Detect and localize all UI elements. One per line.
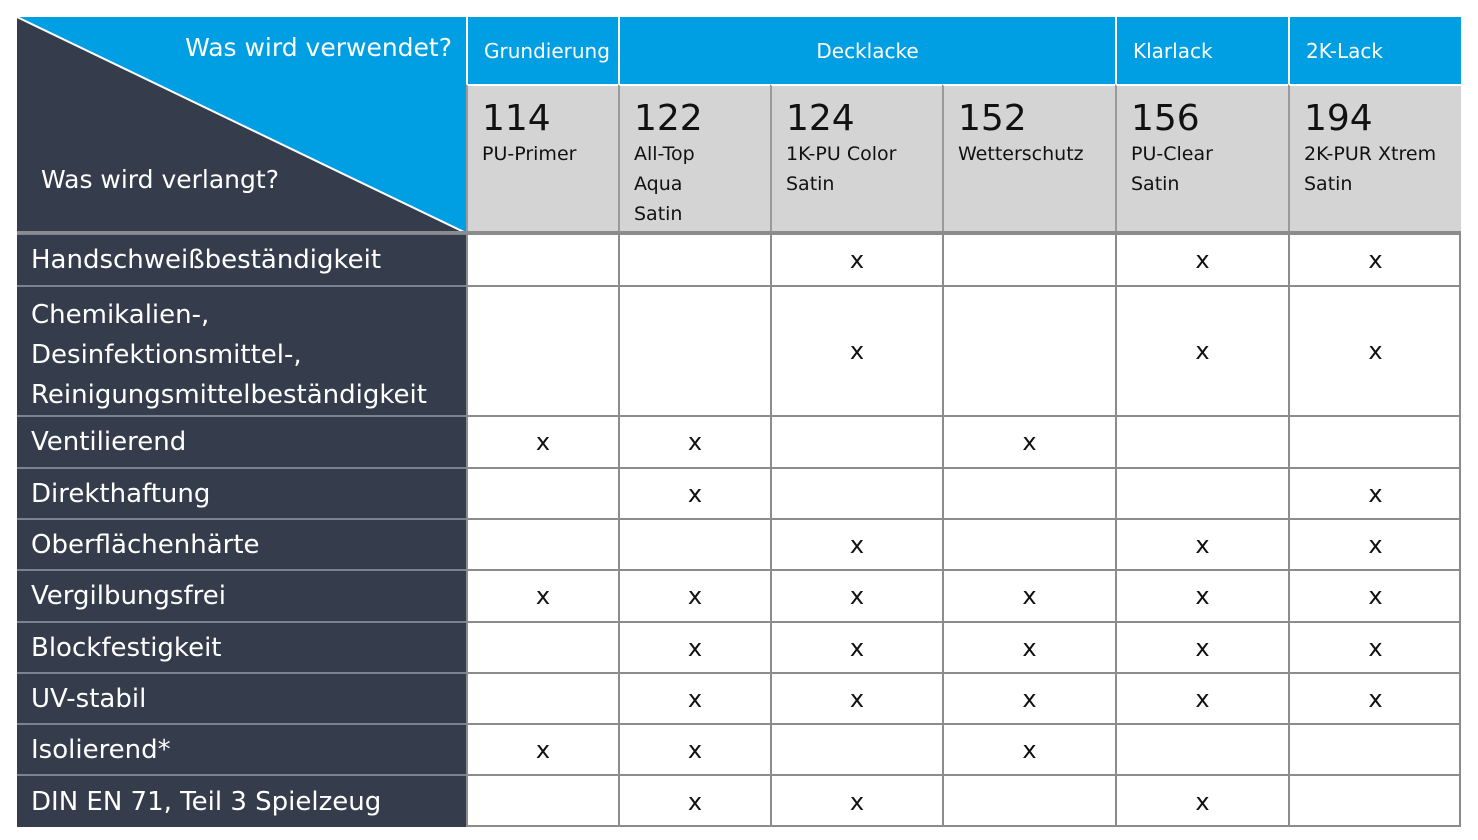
check-mark-cell: x (618, 672, 770, 723)
empty-cell (466, 774, 618, 827)
empty-cell (942, 233, 1115, 285)
row-label: Blockfestigkeit (17, 621, 466, 672)
product-number: 194 (1304, 98, 1373, 139)
product-header-114 (466, 84, 618, 233)
empty-cell (1288, 415, 1461, 467)
check-mark-cell: x (618, 569, 770, 621)
category-2k-lack: 2K-Lack (1288, 17, 1461, 84)
category-klarlack: Klarlack (1115, 17, 1288, 84)
check-mark-cell: x (1288, 569, 1461, 621)
check-mark-cell: x (942, 672, 1115, 723)
empty-cell (466, 672, 618, 723)
check-mark-cell: x (770, 518, 942, 569)
product-header-124 (770, 84, 942, 233)
check-mark-cell: x (770, 285, 942, 415)
product-header-156 (1115, 84, 1288, 233)
check-mark-cell: x (1115, 569, 1288, 621)
empty-cell (618, 518, 770, 569)
check-mark-cell: x (466, 723, 618, 774)
check-mark-cell: x (1288, 285, 1461, 415)
check-mark-cell: x (618, 621, 770, 672)
empty-cell (466, 285, 618, 415)
check-mark-cell: x (942, 415, 1115, 467)
check-mark-cell: x (942, 621, 1115, 672)
row-label: Oberflächenhärte (17, 518, 466, 569)
empty-cell (770, 415, 942, 467)
product-header-122 (618, 84, 770, 233)
check-mark-cell: x (466, 569, 618, 621)
check-mark-cell: x (618, 415, 770, 467)
check-mark-cell: x (1115, 672, 1288, 723)
empty-cell (942, 774, 1115, 827)
row-label: Vergilbungsfrei (17, 569, 466, 621)
product-number: 156 (1131, 98, 1200, 139)
comparison-table (17, 17, 1461, 827)
row-label: Handschweißbeständigkeit (17, 233, 466, 285)
empty-cell (618, 285, 770, 415)
product-header-152 (942, 84, 1115, 233)
empty-cell (1288, 723, 1461, 774)
empty-cell (466, 621, 618, 672)
check-mark-cell: x (1115, 774, 1288, 827)
empty-cell (466, 233, 618, 285)
empty-cell (1115, 467, 1288, 518)
header-divider (17, 231, 1461, 234)
product-number: 114 (482, 98, 551, 139)
check-mark-cell: x (618, 467, 770, 518)
check-mark-cell: x (942, 723, 1115, 774)
empty-cell (466, 518, 618, 569)
category-decklacke: Decklacke (618, 17, 1115, 84)
check-mark-cell: x (770, 774, 942, 827)
check-mark-cell: x (466, 415, 618, 467)
row-label: Chemikalien-, Desinfektionsmittel-, Reinigungsmittelbeständigkeit (17, 285, 466, 415)
check-mark-cell: x (1115, 518, 1288, 569)
check-mark-cell: x (1288, 518, 1461, 569)
check-mark-cell: x (770, 621, 942, 672)
question-required: Was wird verlangt? (41, 165, 279, 194)
product-name: 2K-PUR Xtrem Satin (1304, 143, 1437, 195)
check-mark-cell: x (1288, 233, 1461, 285)
check-mark-cell: x (618, 723, 770, 774)
category-grundierung: Grundierung (466, 17, 618, 84)
check-mark-cell: x (1115, 621, 1288, 672)
corner-header (17, 17, 466, 233)
check-mark-cell: x (942, 569, 1115, 621)
product-number: 124 (786, 98, 855, 139)
product-name: PU-Clear Satin (1131, 143, 1213, 195)
empty-cell (770, 467, 942, 518)
check-mark-cell: x (1288, 672, 1461, 723)
empty-cell (942, 518, 1115, 569)
check-mark-cell: x (1288, 467, 1461, 518)
check-mark-cell: x (770, 233, 942, 285)
empty-cell (1115, 415, 1288, 467)
product-name: 1K-PU Color Satin (786, 143, 897, 195)
check-mark-cell: x (618, 774, 770, 827)
row-label: Direkthaftung (17, 467, 466, 518)
product-number: 122 (634, 98, 703, 139)
empty-cell (618, 233, 770, 285)
product-header-194 (1288, 84, 1461, 233)
product-name: PU-Primer (482, 143, 577, 165)
check-mark-cell: x (1115, 285, 1288, 415)
check-mark-cell: x (770, 569, 942, 621)
check-mark-cell: x (1115, 233, 1288, 285)
empty-cell (942, 285, 1115, 415)
row-label: Ventilierend (17, 415, 466, 467)
product-name: Wetterschutz (958, 143, 1084, 165)
empty-cell (942, 467, 1115, 518)
check-mark-cell: x (1288, 621, 1461, 672)
check-mark-cell: x (770, 672, 942, 723)
product-name: All-Top Aqua Satin (634, 143, 695, 225)
empty-cell (1288, 774, 1461, 827)
product-number: 152 (958, 98, 1027, 139)
row-label: Isolierend* (17, 723, 466, 774)
question-used: Was wird verwendet? (185, 33, 452, 62)
empty-cell (466, 467, 618, 518)
row-label: UV-stabil (17, 672, 466, 723)
empty-cell (770, 723, 942, 774)
row-label: DIN EN 71, Teil 3 Spielzeug (17, 774, 466, 827)
empty-cell (1115, 723, 1288, 774)
